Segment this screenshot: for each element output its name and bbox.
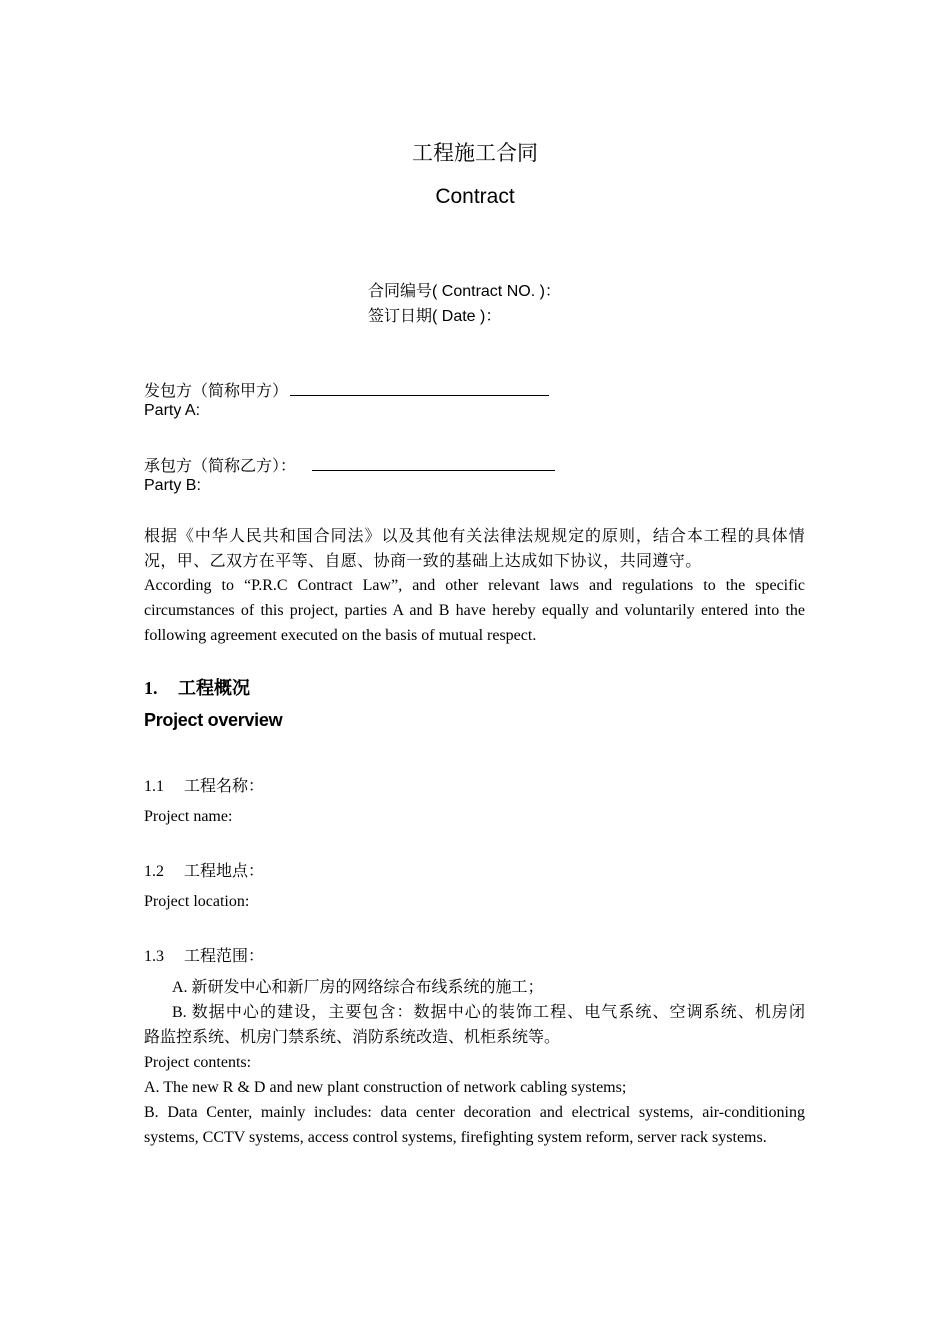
scope-a-cn: A. 新研发中心和新厂房的网络综合布线系统的施工； xyxy=(172,979,544,996)
scope-b-en-line-1: B. Data Center, mainly includes: data center decoration and electrical systems, air-conditioning xyxy=(144,1104,805,1121)
section-1-heading-cn xyxy=(144,674,250,700)
item-1-3-number: 1.3 xyxy=(144,948,164,965)
sign-date-label: 签订日期( Date )： xyxy=(368,308,502,325)
item-1-2-number: 1.2 xyxy=(144,863,164,880)
document-title-en: Contract xyxy=(435,185,515,208)
scope-a-en: A. The new R & D and new plant construction of network cabling systems; xyxy=(144,1079,627,1096)
item-1-1-number: 1.1 xyxy=(144,778,164,795)
party-b-blank-line xyxy=(312,455,555,471)
scope-b-cn-line-2: 路监控系统、机房门禁系统、消防系统改造、机柜系统等。 xyxy=(144,1029,561,1046)
section-1-number: 1. xyxy=(144,678,158,698)
item-1-2-label-en: Project location: xyxy=(144,893,250,910)
item-1-1-label-en: Project name: xyxy=(144,808,233,825)
party-b-label-cn: 承包方（简称乙方）： xyxy=(144,458,297,475)
section-1-heading-en: Project overview xyxy=(144,710,283,730)
item-1-3-heading xyxy=(144,943,264,966)
item-1-2-heading xyxy=(144,858,264,881)
preamble-cn: 根据《中华人民共和国合同法》以及其他有关法律法规规定的原则，结合本工程的具体情况，甲、乙双方在平等、自愿、协商一致的基础上达成如下协议，共同遵守。 xyxy=(144,528,805,570)
party-b-row xyxy=(144,453,555,476)
scope-b-cn-line-1: B. 数据中心的建设，主要包含：数据中心的装饰工程、电气系统、空调系统、机房闭 xyxy=(172,1004,805,1021)
item-1-1-label-cn: 工程名称： xyxy=(184,778,265,795)
party-a-row xyxy=(144,378,549,401)
item-1-2-label-cn: 工程地点： xyxy=(184,863,265,880)
item-1-3-label-cn: 工程范围： xyxy=(184,948,265,965)
section-1-title-cn: 工程概况 xyxy=(178,678,250,698)
scope-b-en-line-2: systems, CCTV systems, access control systems, firefighting system reform, server rack systems. xyxy=(144,1129,767,1146)
project-contents-label: Project contents: xyxy=(144,1054,252,1071)
party-b-label-en: Party B: xyxy=(144,477,201,494)
party-a-label-cn: 发包方（简称甲方） xyxy=(144,383,289,400)
item-1-1-heading xyxy=(144,773,264,796)
party-a-label-en: Party A: xyxy=(144,402,201,419)
contract-number-label: 合同编号( Contract NO. )： xyxy=(368,283,561,300)
party-a-blank-line xyxy=(290,380,549,396)
preamble-en: According to “P.R.C Contract Law”, and other relevant laws and regulations to the specific circumstances of this project, parties A and B have hereby equally and voluntarily entered into the following agreement executed on the basis of mutual respect. xyxy=(144,577,805,644)
document-title-cn: 工程施工合同 xyxy=(412,142,538,165)
